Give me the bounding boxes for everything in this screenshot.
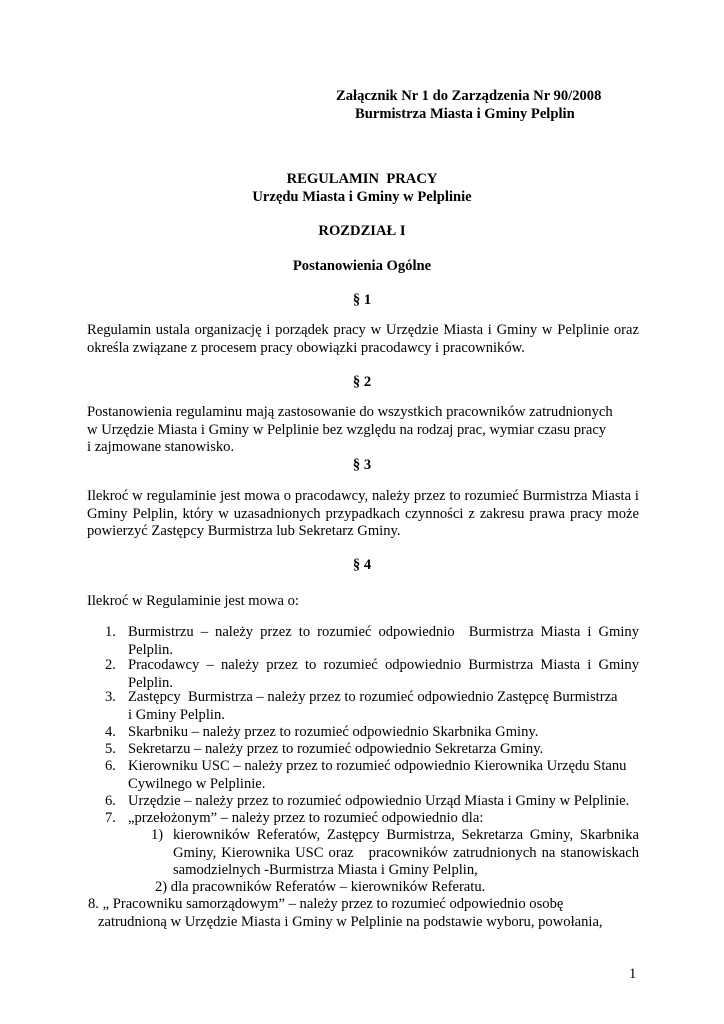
- list-item-line: Pelplin.: [128, 674, 173, 691]
- list-item-line: 8. „ Pracowniku samorządowym” – należy przez to rozumieć odpowiednio osobę: [88, 896, 564, 912]
- list-item-line: Zastępcy Burmistrza – należy przez to rozumieć odpowiednio Zastępcę Burmistrza: [128, 689, 618, 705]
- list-number: 3.: [105, 689, 116, 705]
- list-item-line: „przełożonym” – należy przez to rozumieć odpowiednio dla:: [128, 810, 484, 826]
- list-item-line: i Gminy Pelplin.: [128, 706, 225, 723]
- list-number: 6.: [105, 758, 116, 774]
- section-mark-1: § 1: [352, 292, 372, 308]
- title-sub: Urzędu Miasta i Gminy w Pelplinie: [252, 188, 472, 205]
- paragraph-line: Regulamin ustala organizację i porządek pracy w Urzędzie Miasta i Gminy w Pelplinie oraz: [87, 322, 639, 338]
- section-2-paragraph: [87, 404, 639, 457]
- section-1-paragraph: [87, 322, 639, 357]
- list-item-line: zatrudnioną w Urzędzie Miasta i Gminy w Pelplinie na podstawie wyboru, powołania,: [98, 913, 603, 930]
- list-item-line: Urzędzie – należy przez to rozumieć odpowiednio Urząd Miasta i Gminy w Pelplinie.: [128, 793, 630, 809]
- list-item-line: Sekretarzu – należy przez to rozumieć odpowiednio Sekretarza Gminy.: [128, 741, 544, 757]
- list-item-line: Pracodawcy – należy przez to rozumieć odpowiednio Burmistrza Miasta i Gminy: [128, 657, 639, 673]
- paragraph-line: w Urzędzie Miasta i Gminy w Pelplinie bez względu na rodzaj prac, wymiar czasu pracy: [87, 421, 607, 438]
- section-3-paragraph: [87, 488, 639, 541]
- sub-list-item: 2) dla pracowników Referatów – kierowników Referatu.: [155, 879, 486, 895]
- section-mark-2: § 2: [352, 374, 372, 390]
- list-item-line: Skarbniku – należy przez to rozumieć odpowiednio Skarbnika Gminy.: [128, 724, 539, 740]
- paragraph-line: Ilekroć w regulaminie jest mowa o pracodawcy, należy przez to rozumieć Burmistrza Miasta i: [87, 488, 639, 504]
- chapter-heading: ROZDZIAŁ I: [318, 223, 406, 239]
- section-mark-4: § 4: [352, 557, 372, 573]
- attachment-line-1: Załącznik Nr 1 do Zarządzenia Nr 90/2008: [336, 88, 602, 104]
- list-number: 6.: [105, 793, 116, 809]
- paragraph-line: powierzyć Zastępcy Burmistrza lub Sekretarz Gminy.: [87, 523, 401, 539]
- paragraph-line: Gminy Pelplin, który w uzasadnionych przypadkach czynności z zakresu prawa pracy może: [87, 505, 639, 522]
- list-number: 2.: [105, 657, 116, 673]
- title-main: REGULAMIN PRACY: [286, 171, 438, 187]
- paragraph-line: i zajmowane stanowisko.: [87, 439, 235, 455]
- list-item-8: [88, 896, 640, 931]
- chapter-title: Postanowienia Ogólne: [292, 258, 432, 274]
- sub-list-item-line: Gminy, Kierownika USC oraz pracowników zatrudnionych na stanowiskach: [173, 844, 639, 861]
- document-title: [200, 171, 524, 206]
- list-item-line: Cywilnego w Pelplinie.: [128, 775, 266, 792]
- attachment-line-2: Burmistrza Miasta i Gminy Pelplin: [355, 105, 575, 122]
- list-item-line: Kierowniku USC – należy przez to rozumieć odpowiednio Kierownika Urzędu Stanu: [128, 758, 627, 774]
- list-item-line: Burmistrzu – należy przez to rozumieć odpowiednio Burmistrza Miasta i Gminy: [128, 624, 639, 640]
- section-mark-3: § 3: [352, 457, 372, 473]
- list-number: 5.: [105, 741, 116, 757]
- paragraph-line: określa związane z procesem pracy obowiązki pracodawcy i pracowników.: [87, 339, 525, 356]
- list-item-line: Pelplin.: [128, 641, 173, 658]
- list-number: 4.: [105, 724, 116, 740]
- paragraph-line: Postanowienia regulaminu mają zastosowanie do wszystkich pracowników zatrudnionych: [87, 404, 613, 420]
- page-number: 1: [629, 966, 637, 982]
- attachment-header: [336, 88, 636, 123]
- list-number: 1.: [105, 624, 116, 640]
- section-4-intro: Ilekroć w Regulaminie jest mowa o:: [87, 593, 299, 609]
- sub-list-number: 1): [151, 827, 164, 843]
- sub-list-item-line: samodzielnych -Burmistrza Miasta i Gminy Pelplin,: [173, 862, 478, 878]
- sub-list-item-line: kierowników Referatów, Zastępcy Burmistrza, Sekretarza Gminy, Skarbnika: [173, 827, 639, 843]
- list-number: 7.: [105, 810, 116, 826]
